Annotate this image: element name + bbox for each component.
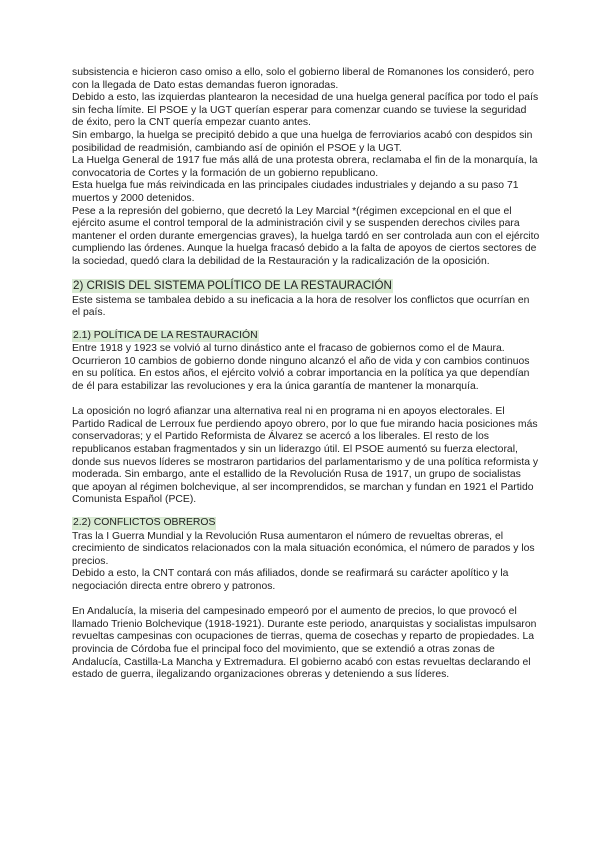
paragraph-cnt: Debido a esto, la CNT contará con más afiliados, donde se reafirmará su carácter apolítico y la negociación directa entre obrero y patronos. [72, 568, 509, 592]
paragraph-trienio-bolchevique: En Andalucía, la miseria del campesinado empeoró por el aumento de precios, lo que provocó el llamado Trienio Bolchevique (1918-1921). Durante este periodo, anarquistas y socialistas impulsaron revueltas campesinas con ocupaciones de tierras, quema de cosechas y reparto de propiedades. La provincia de Córdoba fue el principal foco del movimiento, que se extendió a otras zonas de Andalucía, Castilla-La Mancha y Extremadura. El gobierno acabó con estas revueltas declarando el estado de guerra, ilegalizando organizaciones obreras y deteniendo a sus líderes. [72, 606, 537, 681]
paragraph-huelga-general-propuesta: Debido a esto, las izquierdas plantearon la necesidad de una huelga general pacífica por todo el país sin fecha límite. El PSOE y la UGT querían esperar para comenzar cuando se tuviese la seguridad de éxito, pero la CNT quería empezar cuanto antes. [72, 92, 539, 129]
paragraph-ley-marcial: Pese a la represión del gobierno, que decretó la Ley Marcial *(régimen excepcional en el que el ejército asume el control temporal de la administración civil y se suspenden derechos civiles para mantener el orden durante emergencias graves), la huelga tardó en ser controlada aun con el ejército cumpliendo las órdenes. Aunque la huelga fracasó debido a la falta de apoyos de ciertos sectores de la sociedad, quedó clara la debilidad de la Restauración y la radicalización de la oposición. [72, 205, 540, 267]
paragraph-turno-dinastico: Entre 1918 y 1923 se volvió al turno dinástico ante el fracaso de gobiernos como el de Maura. Ocurrieron 10 cambios de gobierno donde ninguno alcanzó el año de vida y con cambios continuos en su política. En estos años, el ejército volvió a cobrar importancia en la política ya que dependían de él para estabilizar las revoluciones y era la única garantía de mantener la monarquía. [72, 343, 530, 393]
section-heading-crisis: 2) CRISIS DEL SISTEMA POLÍTICO DE LA RESTAURACIÓN [73, 278, 392, 292]
paragraph-ciudades-industriales: Esta huelga fue más reivindicada en las principales ciudades industriales y dejando a su paso 71 muertos y 2000 detenidos. [72, 180, 519, 204]
paragraph-crisis-intro: Este sistema se tambalea debido a su ineficacia a la hora de resolver los conflictos que ocurrían en el país. [72, 294, 530, 319]
subsection-heading-politica: 2.1) POLÍTICA DE LA RESTAURACIÓN [73, 329, 258, 341]
paragraph-ferroviarios: Sin embargo, la huelga se precipitó debido a que una huelga de ferroviarios acabó con despidos sin posibilidad de readmisión, cambiando así de opinión el PSOE y la UGT. [72, 129, 533, 154]
paragraph-huelga-1917: La Huelga General de 1917 fue más allá de una protesta obrera, reclamaba el fin de la monarquía, la convocatoria de Cortes y la formación de un gobierno republicano. [72, 155, 538, 179]
paragraph-revueltas-obreras: Tras la I Guerra Mundial y la Revolución Rusa aumentaron el número de revueltas obreras, el crecimiento de sindicatos relacionados con la mala situación económica, el número de parados y los precios. [72, 530, 535, 567]
paragraph-romanones: subsistencia e hicieron caso omiso a ello, solo el gobierno liberal de Romanones los consideró, pero con la llegada de Dato estas demandas fueron ignoradas. [72, 67, 535, 91]
subsection-heading-conflictos: 2.2) CONFLICTOS OBREROS [73, 517, 216, 528]
paragraph-oposicion: La oposición no logró afianzar una alternativa real ni en programa ni en apoyos electorales. El Partido Radical de Lerroux fue perdiendo apoyo obrero, por lo que fue mirando hacia posiciones más conservadoras; y el Partido Reformista de Álvarez se acercó a los liberales. El resto de los republicanos estaban fragmentados y sin un liderazgo útil. El PSOE aumentó su fuerza electoral, donde sus nuevos líderes se mostraron partidarios del parlamentarismo y de una política reformista y moderada. Sin embargo, ante el estallido de la Revolución Rusa de 1917, un grupo de socialistas que apoyan al régimen bolchevique, al ser incomprendidos, se marchan y fundan en 1921 el Partido Comunista Español (PCE). [72, 406, 539, 506]
